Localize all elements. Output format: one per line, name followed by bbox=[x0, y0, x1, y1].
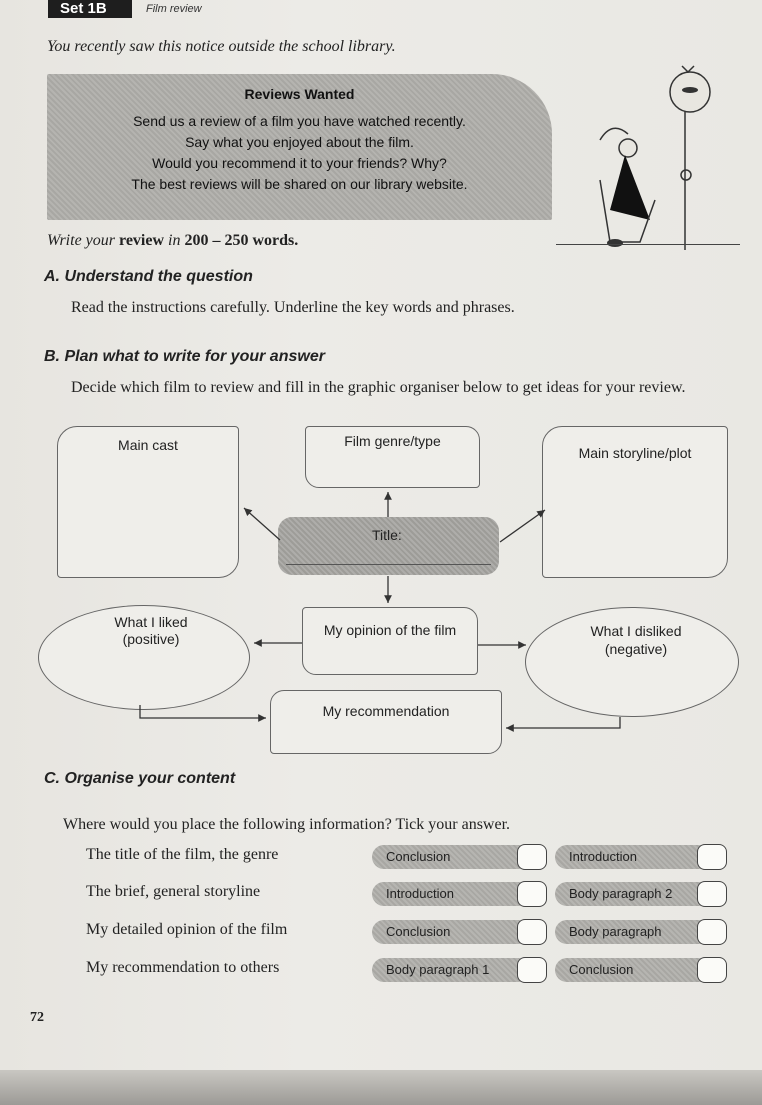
notice-line: Send us a review of a film you have watched recently. bbox=[133, 113, 466, 129]
tick-box[interactable] bbox=[517, 919, 547, 945]
tick-box[interactable] bbox=[517, 881, 547, 907]
section-a-heading: A. Understand the question bbox=[44, 268, 253, 285]
question-row-text: My detailed opinion of the film bbox=[86, 921, 288, 938]
liked-label: What I liked (positive) bbox=[114, 614, 188, 647]
main-cast-label: Main cast bbox=[118, 437, 178, 453]
tick-box[interactable] bbox=[697, 919, 727, 945]
tick-box[interactable] bbox=[697, 957, 727, 983]
option-body-paragraph-2: Body paragraph 2 bbox=[555, 882, 715, 906]
notice-title: Reviews Wanted bbox=[244, 86, 355, 102]
recommendation-label: My recommendation bbox=[322, 703, 450, 719]
question-row-text: The brief, general storyline bbox=[86, 883, 261, 900]
option-conclusion: Conclusion bbox=[555, 958, 715, 982]
section-c-text: Where would you place the following information? Tick your answer. bbox=[63, 816, 511, 833]
tick-box[interactable] bbox=[697, 844, 727, 870]
question-row-text: The title of the film, the genre bbox=[86, 846, 279, 863]
option-body-paragraph-1: Body paragraph 1 bbox=[372, 958, 530, 982]
option-conclusion: Conclusion bbox=[372, 845, 530, 869]
title-label: Title: bbox=[372, 527, 402, 543]
set-subtitle: Film review bbox=[146, 3, 202, 15]
set-label: Set 1B bbox=[48, 0, 132, 18]
option-introduction: Introduction bbox=[555, 845, 715, 869]
tick-box[interactable] bbox=[517, 844, 547, 870]
genre-label: Film genre/type bbox=[344, 433, 441, 449]
disliked-label: What I disliked (negative) bbox=[590, 623, 682, 657]
page-number: 72 bbox=[30, 1010, 44, 1025]
intro-text: You recently saw this notice outside the school library. bbox=[47, 38, 396, 55]
write-instruction: Write your review in 200 – 250 words. bbox=[47, 232, 299, 249]
question-row-text: My recommendation to others bbox=[86, 959, 280, 976]
page-bottom-edge bbox=[0, 1070, 762, 1105]
section-b-heading: B. Plan what to write for your answer bbox=[44, 348, 325, 365]
option-introduction: Introduction bbox=[372, 882, 530, 906]
plot-label: Main storyline/plot bbox=[578, 445, 692, 461]
tick-box[interactable] bbox=[517, 957, 547, 983]
option-conclusion: Conclusion bbox=[372, 920, 530, 944]
notice-line: The best reviews will be shared on our library website. bbox=[131, 176, 468, 192]
section-b-text: Decide which film to review and fill in the graphic organiser below to get ideas for your review. bbox=[71, 379, 686, 396]
notice-line: Would you recommend it to your friends? Why? bbox=[152, 155, 447, 171]
tick-box[interactable] bbox=[697, 881, 727, 907]
opinion-label: My opinion of the film bbox=[323, 622, 457, 638]
notice-line: Say what you enjoyed about the film. bbox=[185, 134, 414, 150]
section-c-heading: C. Organise your content bbox=[44, 770, 236, 787]
section-a-text: Read the instructions carefully. Underline the key words and phrases. bbox=[71, 299, 515, 316]
option-body-paragraph: Body paragraph bbox=[555, 920, 715, 944]
